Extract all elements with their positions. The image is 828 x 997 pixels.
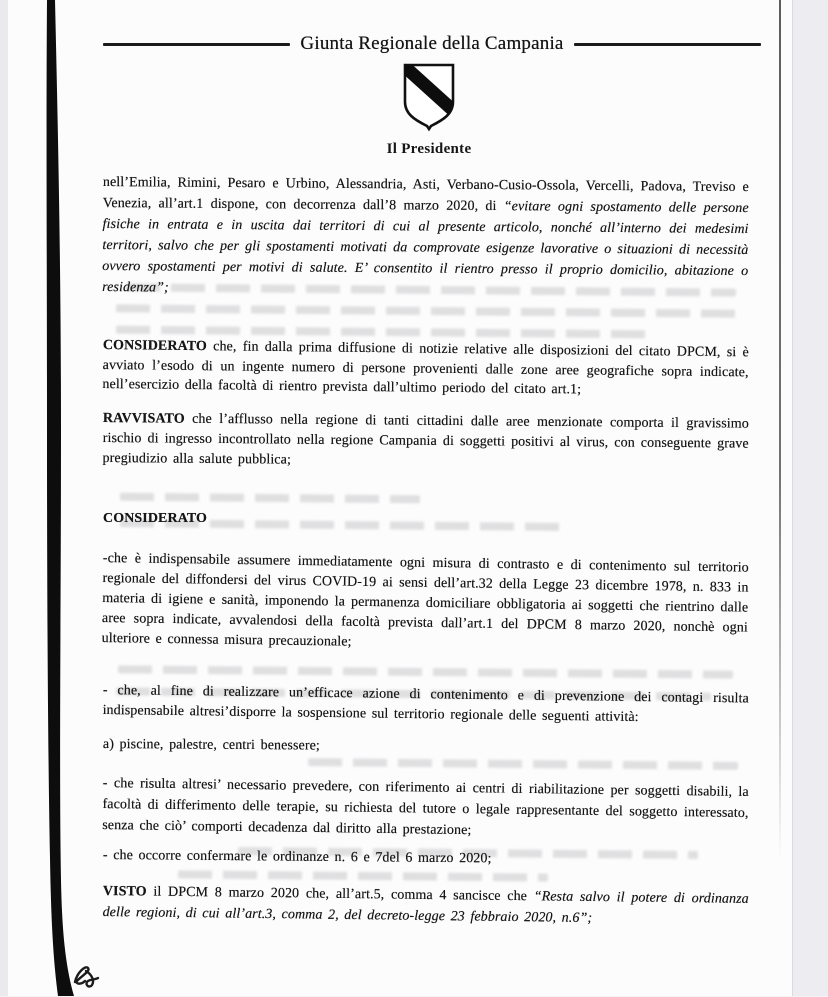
list-item-a-piscine	[103, 737, 749, 758]
document-page	[8, 0, 792, 996]
letterhead	[103, 33, 761, 55]
paragraph-misure-contenimento	[102, 549, 749, 659]
paragraph-sospensione-attivita	[102, 681, 748, 729]
role-title: Il Presidente	[386, 141, 472, 157]
paragraph-ravvisato	[102, 409, 748, 475]
heading-considerato	[103, 511, 749, 527]
text-run: CONSIDERATO	[103, 510, 208, 526]
scan-page-right-edge-line	[779, 0, 781, 860]
paragraph-centri-riabilitazione	[102, 773, 749, 845]
text-run: a) piscine, palestre, centri benessere;	[102, 736, 320, 754]
scanner-bed-right-strip	[792, 0, 828, 996]
paragraph-considerato-esodo	[102, 336, 749, 402]
campania-shield-crest-icon	[400, 62, 458, 138]
letterhead-title: Giunta Regionale della Campania	[300, 33, 564, 54]
paragraph-art1-quote	[102, 172, 749, 303]
text-run: che, fin dalla prima diffusione di notizie relative alle disposizioni del citato DPCM, si è avviato l’esodo di un ingente numero di persone provenienti dalle zone aree geografiche sopra indicate, nell’esercizio della facoltà di rientro prevista dall’ultimo periodo del citato art.1;	[102, 339, 749, 398]
text-run: che l’afflusso nella regione di tanti cittadini dalle aree menzionate comporta il gravissimo rischio di ingresso incontrollato nella regione Campania di soggetti positivi al virus, con conseguente grave pregiudizio alla salute pubblica;	[102, 411, 749, 468]
paragraph-conferma-ordinanze	[103, 848, 749, 870]
paragraph-visto-dpcm	[102, 881, 748, 931]
document-body	[101, 172, 749, 926]
text-run: “evitare ogni spostamento delle persone fisiche in entrata e in uscita dai territori di cui al presente articolo, nonché all’interno dei medesimi territori, salvo che per gli spostamenti motivati da comprovate esigenze lavorative o situazioni di necessità ovvero spostamenti per motivi di salute. E’ consentito il rientro presso il proprio domicilio, abitazione o residenza”;	[102, 199, 749, 296]
letterhead-rule-right	[574, 43, 761, 46]
text-run: CONSIDERATO	[102, 337, 208, 355]
handwritten-initials-mark	[68, 958, 110, 992]
text-run: - che, al fine di realizzare un’efficace azione di contenimento e di prevenzione dei contagi risulta indispensabile altresi’disporre la sospensione sul territorio regionale delle seguenti attività:	[102, 682, 749, 725]
text-run: - che occorre confermare le ordinanze n. 6 e 7del 6 marzo 2020;	[102, 847, 492, 866]
text-run: “Resta salvo il potere di ordinanza delle regioni, di cui all’art.3, comma 2, del decreto-legge 23 febbraio 2020, n.6”;	[102, 888, 749, 926]
text-run: - che risulta altresi’ necessario prevedere, con riferimento ai centri di riabilitazione per soggetti disabili, la facoltà di differimento delle terapie, su richiesta del tutore o legale rappresentante del soggetto interessato, senza che ciò’ comporti decadenza dal diritto alla prestazione;	[102, 775, 749, 838]
letterhead-rule-left	[103, 43, 290, 46]
text-run: -che è indispensabile assumere immediatamente ogni misura di contrasto e di contenimento sul territorio regionale del diffondersi del virus COVID-19 ai sensi dell’art.32 della Legge 23 dicembre 1978, n. 833 in materia di igiene e sanità, imponendo la permanenza domiciliare obbligatoria ai soggetti che rientrino dalle aree sopra indicate, avvalendosi della facoltà prevista dall’art.1 del DPCM 8 marzo 2020, nonchè ogni ulteriore e connessa misura precauzionale;	[101, 550, 749, 650]
text-run: il DPCM 8 marzo 2020 che, all’art.5, comma 4 sancisce che	[146, 884, 534, 904]
text-run: nell’Emilia, Rimini, Pesaro e Urbino, Alessandria, Asti, Verbano-Cusio-Ossola, Vercelli, Padova, Treviso e Venezia, all’art.1 dispone, con decorrenza dall’8 marzo 2020, di	[102, 174, 749, 215]
text-run: RAVVISATO	[102, 410, 185, 427]
text-run: VISTO	[102, 883, 147, 900]
